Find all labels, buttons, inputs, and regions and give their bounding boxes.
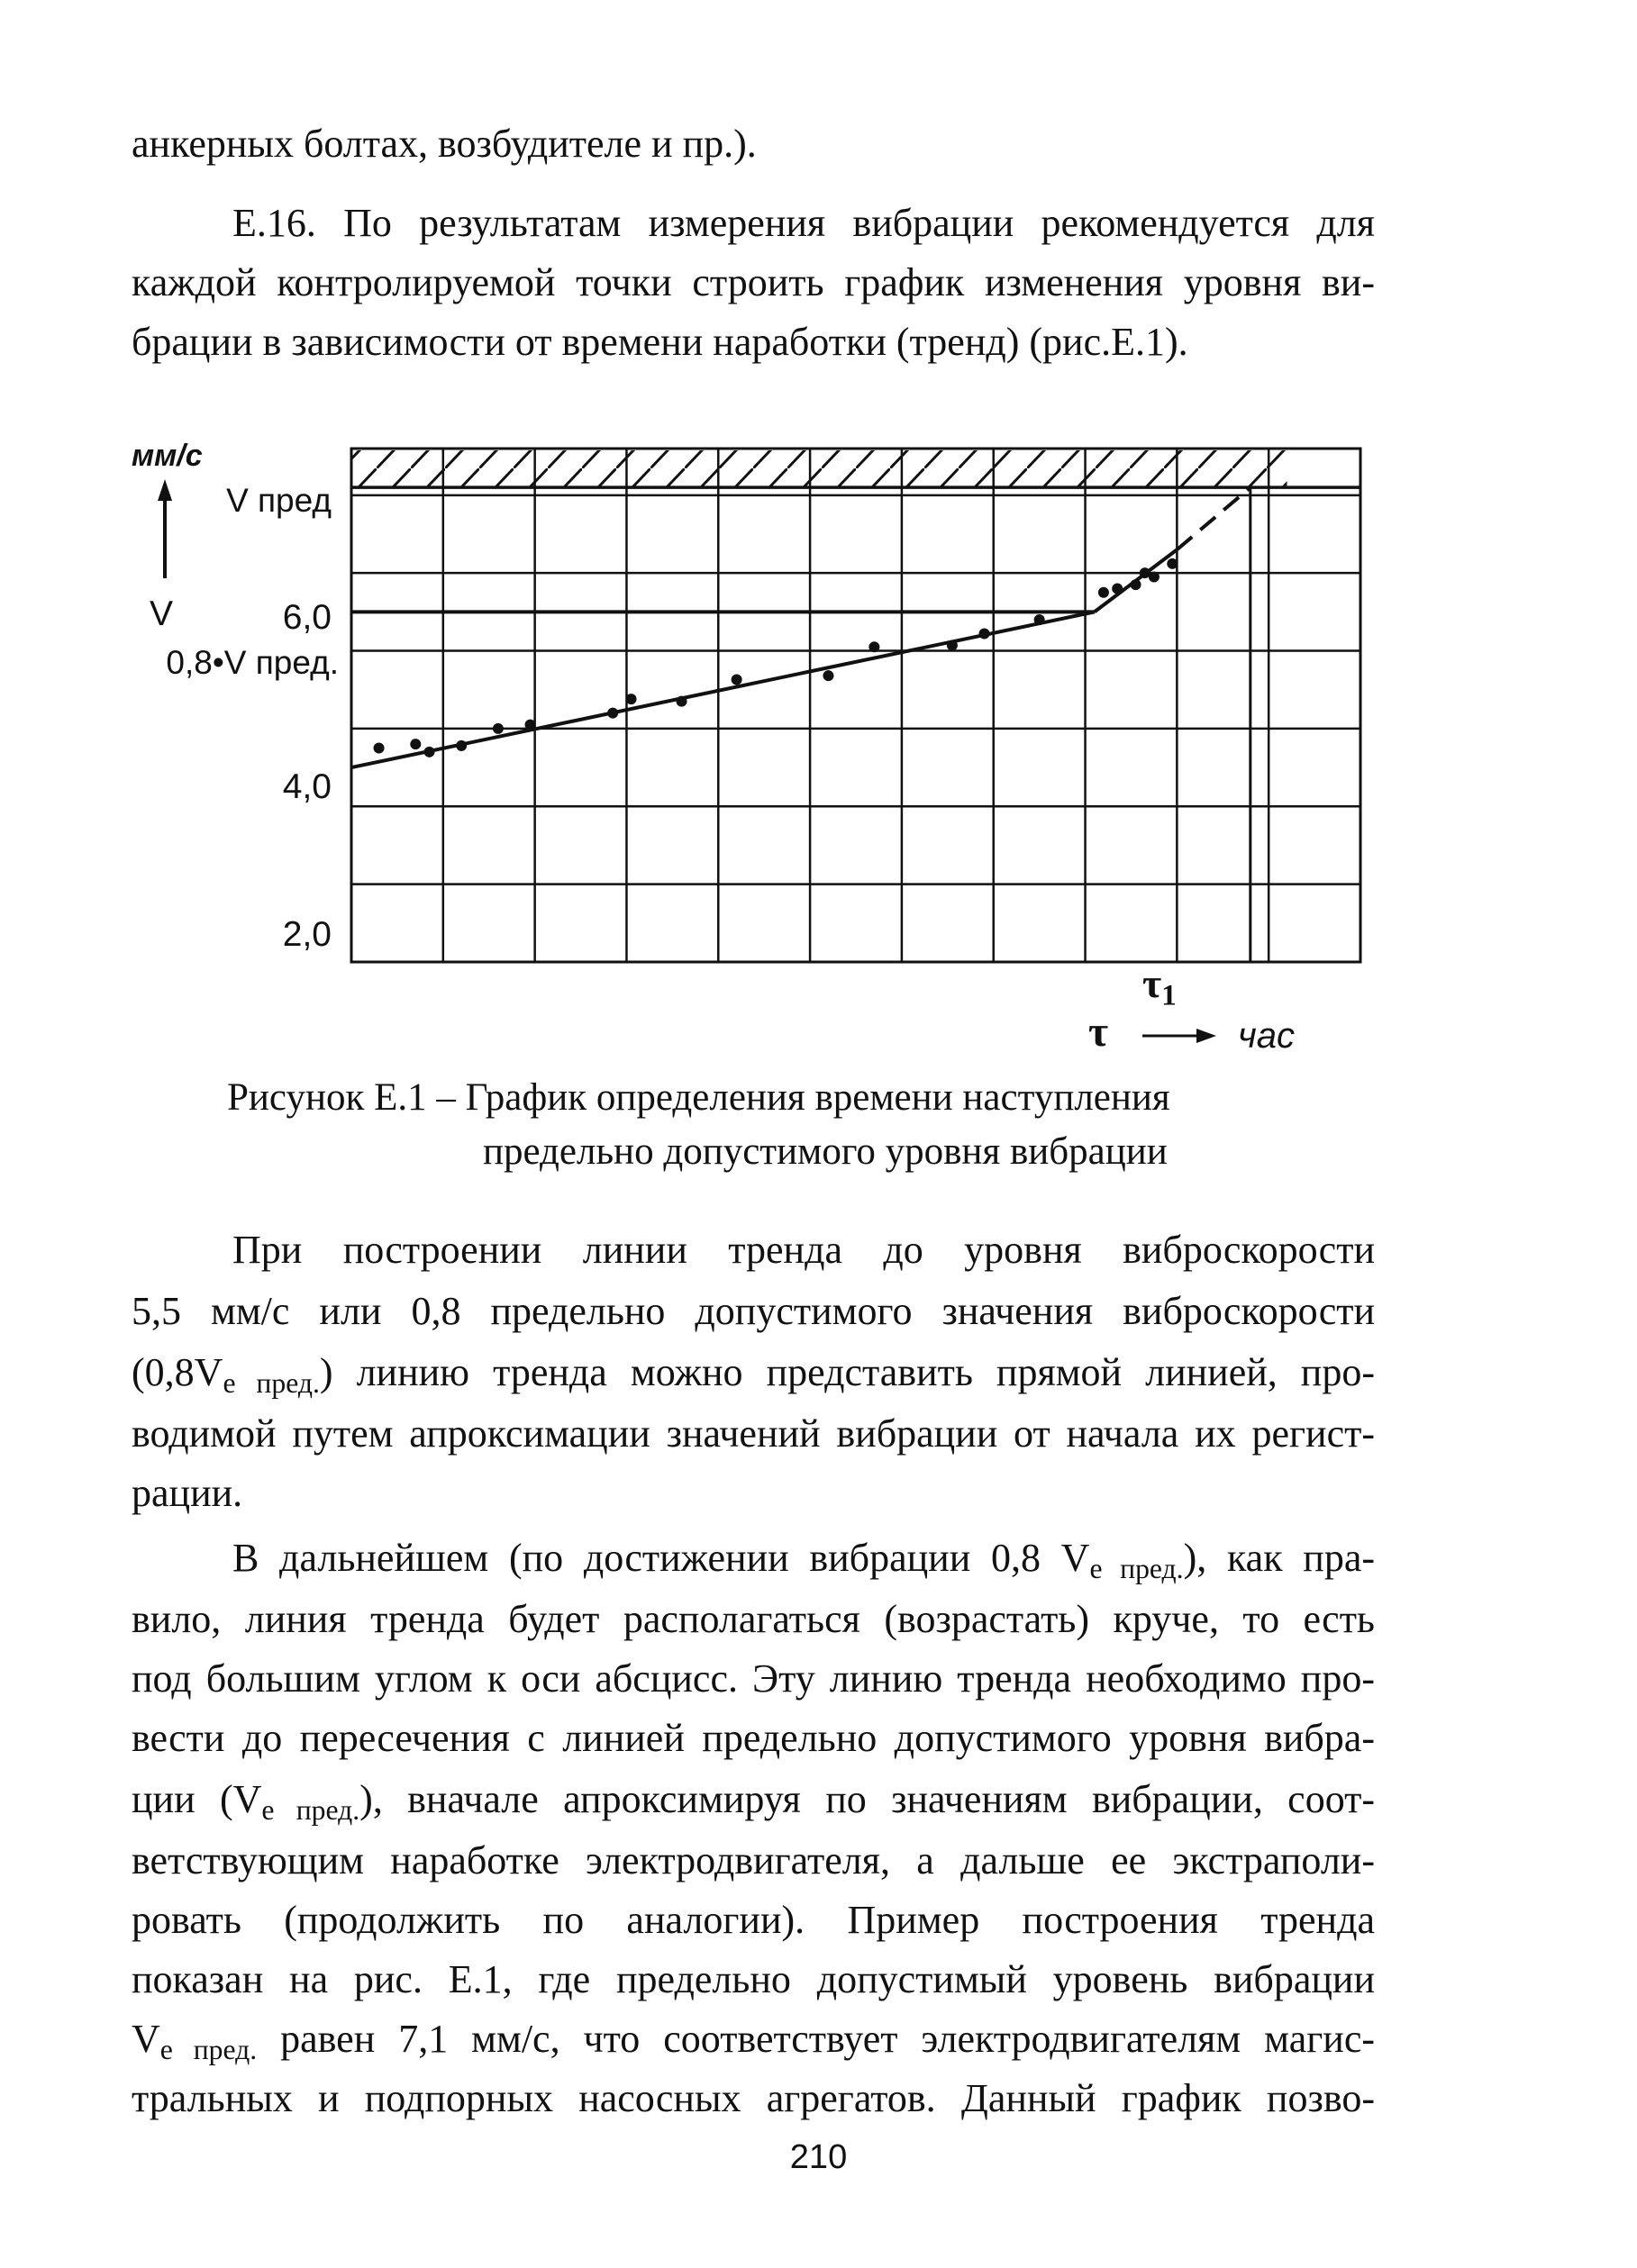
y-tick-label-limit: V пред	[226, 482, 332, 519]
y-axis-unit: мм/с	[132, 439, 203, 473]
measurement-point	[732, 675, 742, 685]
paragraph-line: рации.	[132, 1471, 243, 1515]
measurement-point	[626, 694, 637, 704]
paragraph-line: брации в зависимости от времени наработки (тренд) (рис.Е.1).	[132, 320, 1188, 364]
measurement-point	[607, 708, 618, 719]
measurement-point	[456, 740, 467, 751]
y-tick-label: 4,0	[282, 767, 332, 806]
paragraph-line: водимой путем апроксимации значений вибрации от начала их регист-	[132, 1411, 1375, 1456]
measurement-point	[1131, 579, 1141, 590]
paragraph-line: В дальнейшем (по достижении вибрации 0,8 $V_{е пред.}$), как пра-	[232, 1536, 1376, 1584]
measurement-point	[1149, 572, 1160, 583]
measurement-point	[525, 720, 536, 730]
paragraph-line: анкерных болтах, возбудителе и пр.).	[132, 122, 757, 166]
t1-marker-label: $\tau_1$	[1142, 960, 1177, 1012]
trend-lines	[351, 487, 1250, 767]
paragraph-line: ровать (продолжить по аналогии). Пример построения тренда	[132, 1898, 1375, 1942]
extrapolation	[1177, 487, 1250, 549]
paragraph-line: 5,5 мм/с или 0,8 предельно допустимого значения виброскорости	[132, 1289, 1375, 1333]
paragraph-line: вести до пересечения с линией предельно допустимого уровня вибра-	[132, 1716, 1375, 1760]
figure-caption-line2: предельно допустимого уровня вибрации	[483, 1130, 1168, 1173]
measurement-point	[424, 747, 435, 758]
measurement-point	[1034, 614, 1045, 625]
measurement-point	[1112, 583, 1123, 594]
measurement-point	[677, 696, 687, 707]
measurement-point	[947, 640, 958, 651]
x-axis-arrowhead	[1196, 1029, 1216, 1043]
paragraph-line: каждой контролируемой точки строить график изменения уровня ви-	[132, 260, 1375, 304]
limit-hatch	[351, 450, 1287, 487]
page-number: 210	[789, 2138, 848, 2176]
measurement-point	[374, 743, 385, 754]
paragraph-line: При построении линии тренда до уровня виброскорости	[232, 1228, 1375, 1272]
paragraph-line: показан на рис. Е.1, где предельно допустимый уровень вибрации	[132, 1957, 1375, 2001]
figure-caption-line1: Рисунок Е.1 – График определения времени наступления	[227, 1076, 1170, 1119]
paragraph-line: тральных и подпорных насосных агрегатов. Данный график позво-	[132, 2076, 1375, 2120]
measurement-point	[979, 629, 990, 640]
measurement-point	[410, 739, 421, 749]
paragraph-line: Е.16. По результатам измерения вибрации рекомендуется для	[232, 201, 1375, 245]
chart-grid	[351, 449, 1360, 962]
paragraph-line: под большим углом к оси абсцисс. Эту линию тренда необходимо про-	[132, 1656, 1375, 1701]
axis-arrows	[158, 479, 1216, 1043]
limit-hatch-band	[351, 450, 1287, 487]
y-axis-symbol: V	[150, 594, 174, 633]
paragraph-line: ветствующим наработке электродвигателя, а дальше ее экстраполи-	[132, 1838, 1375, 1882]
measurement-point	[1167, 558, 1178, 569]
paragraph-line: ции $(V_{е пред.})$, вначале апроксимируя по значениям вибрации, соот-	[132, 1777, 1375, 1826]
paragraph-line: $(0,8V_{е пред.})$ линию тренда можно представить прямой линией, про-	[132, 1350, 1376, 1399]
y-tick-label-threshold: 0,8•V пред.	[166, 644, 339, 681]
measurement-point	[823, 670, 833, 681]
y-axis-arrowhead	[158, 479, 172, 501]
measurement-point	[493, 723, 504, 734]
x-axis-unit: час	[1238, 1016, 1295, 1056]
y-tick-label: 6,0	[282, 598, 332, 637]
measurement-point	[869, 641, 879, 652]
paragraph-line: $V_{е пред.}$ равен 7,1 мм/с, что соответствует электродвигателям магис-	[132, 2017, 1376, 2065]
x-axis-symbol: τ	[1088, 1008, 1109, 1056]
measurement-point	[1098, 587, 1109, 598]
y-tick-label: 2,0	[282, 915, 332, 954]
paragraph-line: вило, линия тренда будет располагаться (возрастать) круче, то есть	[132, 1597, 1375, 1641]
